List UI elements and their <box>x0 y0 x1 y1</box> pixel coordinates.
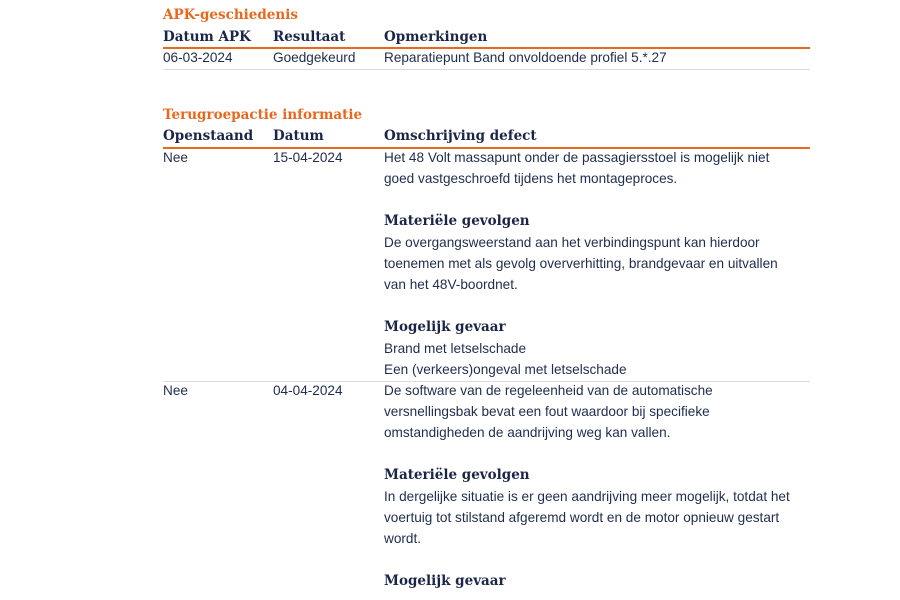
consequences-text-line: De overgangsweerstand aan het verbindingspunt kan hierdoor <box>384 234 760 250</box>
apk-row-divider <box>163 69 810 70</box>
defect-text-line: versnellingsbak bevat een fout waardoor bij specifieke <box>384 404 710 420</box>
recall-section-title: Terugroepactie informatie <box>163 107 363 123</box>
consequences-text-line: wordt. <box>384 531 422 547</box>
apk-header-remarks: Opmerkingen <box>384 29 488 45</box>
apk-header-date: Datum APK <box>163 29 251 45</box>
defect-text-line: De software van de regeleenheid van de automatische <box>384 383 713 398</box>
defect-text-line: goed vastgeschroefd tijdens het montageproces. <box>384 171 678 187</box>
defect-text-line: omstandigheden de aandrijving weg kan vallen. <box>384 425 671 441</box>
recall-row-description <box>384 380 804 592</box>
apk-header-result: Resultaat <box>273 29 346 45</box>
danger-heading: Mogelijk gevaar <box>384 318 506 335</box>
recall-row-date: 04-04-2024 <box>273 383 343 398</box>
consequences-heading: Materiële gevolgen <box>384 212 530 229</box>
consequences-text-line: voertuig tot stilstand afgeremd wordt en de motor opnieuw gestart <box>384 510 780 526</box>
consequences-text-line: van het 48V-boordnet. <box>384 277 518 293</box>
recall-header-date: Datum <box>273 128 324 144</box>
recall-row-open: Nee <box>163 150 188 165</box>
recall-row-date: 15-04-2024 <box>273 150 343 165</box>
consequences-text-line: toenemen met als gevolg oververhitting, brandgevaar en uitvallen <box>384 256 778 271</box>
apk-row-remarks: Reparatiepunt Band onvoldoende profiel 5.*.27 <box>384 50 667 65</box>
consequences-text-line: In dergelijke situatie is er geen aandrijving meer mogelijk, totdat het <box>384 489 790 504</box>
recall-header-open: Openstaand <box>163 128 254 144</box>
danger-text-line: Een (verkeers)ongeval met letselschade <box>384 362 627 377</box>
danger-text-line: Brand met letselschade <box>384 340 527 356</box>
defect-text-line: Het 48 Volt massapunt onder de passagiersstoel is mogelijk niet <box>384 150 770 165</box>
apk-row-date: 06-03-2024 <box>163 50 233 65</box>
apk-section-title: APK-geschiedenis <box>163 7 298 23</box>
apk-row-result: Goedgekeurd <box>273 50 356 65</box>
consequences-heading: Materiële gevolgen <box>384 466 530 483</box>
recall-row-open: Nee <box>163 383 188 398</box>
recall-row-description <box>384 147 804 380</box>
danger-heading: Mogelijk gevaar <box>384 572 506 589</box>
recall-header-description: Omschrijving defect <box>384 128 537 144</box>
